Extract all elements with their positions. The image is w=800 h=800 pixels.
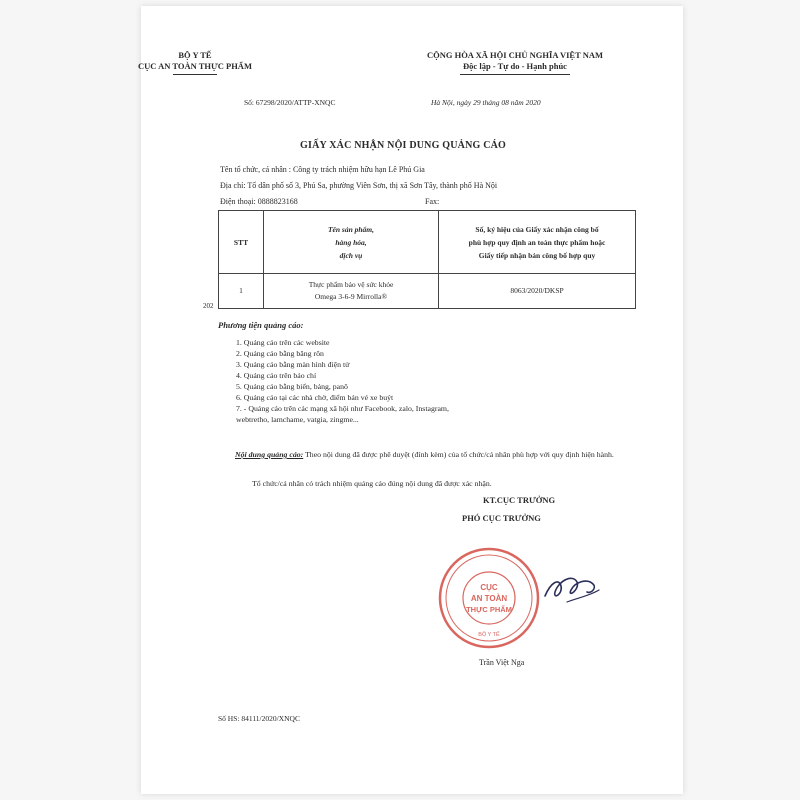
department-name: CỤC AN TOÀN THỰC PHẨM	[138, 61, 252, 71]
cell-product-line: Omega 3-6-9 Mirrolla®	[314, 292, 388, 301]
stamp-bottom-text: BỘ Y TẾ	[478, 632, 500, 638]
handwritten-signature-icon	[537, 560, 607, 610]
header-product-line: dịch vụ	[339, 250, 363, 260]
official-stamp-icon	[437, 546, 541, 650]
list-item: 2. Quảng cáo bằng băng rôn	[236, 349, 324, 358]
dossier-number: Số HS: 84111/2020/XNQC	[218, 714, 300, 723]
ad-content-paragraph	[235, 449, 647, 461]
document-number: Số: 67298/2020/ATTP-XNQC	[244, 98, 336, 107]
ad-content-label: Nội dung quảng cáo:	[235, 450, 304, 459]
cell-product-line: Thực phẩm bảo vệ sức khỏe	[308, 280, 394, 289]
motto-underline	[460, 74, 570, 75]
header-cert-line: Giấy tiếp nhận bản công bố hợp quy	[478, 250, 596, 260]
header-product-line: hàng hóa,	[335, 237, 367, 247]
header-cert-line: phù hợp quy định an toàn thực phẩm hoặc	[468, 237, 606, 247]
organization-line: Tên tổ chức, cá nhân : Công ty trách nhiệm hữu hạn Lê Phú Gia	[220, 165, 425, 174]
address-line: Địa chỉ: Tổ dân phố số 3, Phú Sa, phường Viên Sơn, thị xã Sơn Tây, thành phố Hà Nội	[220, 181, 498, 190]
issuer-header	[100, 50, 290, 75]
table-row	[219, 274, 636, 309]
list-item: 4. Quảng cáo trên báo chí	[236, 371, 317, 380]
product-table	[218, 210, 636, 309]
margin-mark: 202	[203, 302, 214, 310]
place-date: Hà Nội, ngày 29 tháng 08 năm 2020	[431, 98, 541, 107]
stamp-line: THỰC PHẨM	[466, 605, 512, 614]
header-underline	[173, 74, 217, 75]
list-item: 7. - Quảng cáo trên các mạng xã hội như Facebook, zalo, Instagram,	[236, 404, 449, 413]
list-item: 5. Quảng cáo bằng biển, bảng, panô	[236, 382, 348, 391]
national-header	[380, 50, 650, 75]
ministry-name: BỘ Y TẾ	[178, 50, 212, 60]
national-motto: Độc lập - Tự do - Hạnh phúc	[463, 61, 567, 71]
signatory-title: KT.CỤC TRƯỞNG	[483, 495, 556, 505]
ad-content-text: Theo nội dung đã được phê duyệt (đính kèm) của tổ chức/cá nhân phù hợp với quy định hiện hành.	[303, 450, 614, 459]
list-item: 6. Quảng cáo tại các nhà chờ, điểm bán vé xe buýt	[236, 393, 394, 402]
list-item: 1. Quảng cáo trên các website	[236, 338, 330, 347]
stamp-line: AN TOÀN	[470, 594, 508, 603]
cell-product	[264, 274, 439, 309]
phone-line: Điện thoại: 0888823168	[220, 197, 298, 206]
stamp-line: CỤC	[480, 583, 498, 592]
cell-certificate: 8063/2020/DKSP	[439, 274, 636, 309]
header-product-line: Tên sản phẩm,	[327, 224, 375, 234]
table-header-row	[219, 211, 636, 274]
ad-media-list	[236, 337, 449, 425]
header-cert-line: Số, ký hiệu của Giấy xác nhận công bố	[475, 224, 599, 234]
country-name: CỘNG HÒA XÃ HỘI CHỦ NGHĨA VIỆT NAM	[426, 50, 604, 60]
document-title: GIẤY XÁC NHẬN NỘI DUNG QUẢNG CÁO	[300, 140, 507, 151]
responsibility-note: Tổ chức/cá nhân có trách nhiệm quảng cáo đúng nội dung đã được xác nhận.	[252, 479, 492, 488]
ad-media-heading: Phương tiện quảng cáo:	[218, 320, 304, 330]
signer-name: Trần Việt Nga	[479, 658, 525, 667]
list-item: 3. Quảng cáo bằng màn hình điện tử	[236, 360, 350, 369]
fax-line: Fax:	[425, 197, 440, 206]
header-stt: STT	[219, 211, 264, 274]
list-item: webtretho, lamchame, vatgia, zingme...	[236, 415, 359, 424]
signatory-position: PHÓ CỤC TRƯỞNG	[462, 513, 541, 523]
header-certificate	[439, 211, 636, 274]
header-product	[264, 211, 439, 274]
cell-stt: 1	[219, 274, 264, 309]
